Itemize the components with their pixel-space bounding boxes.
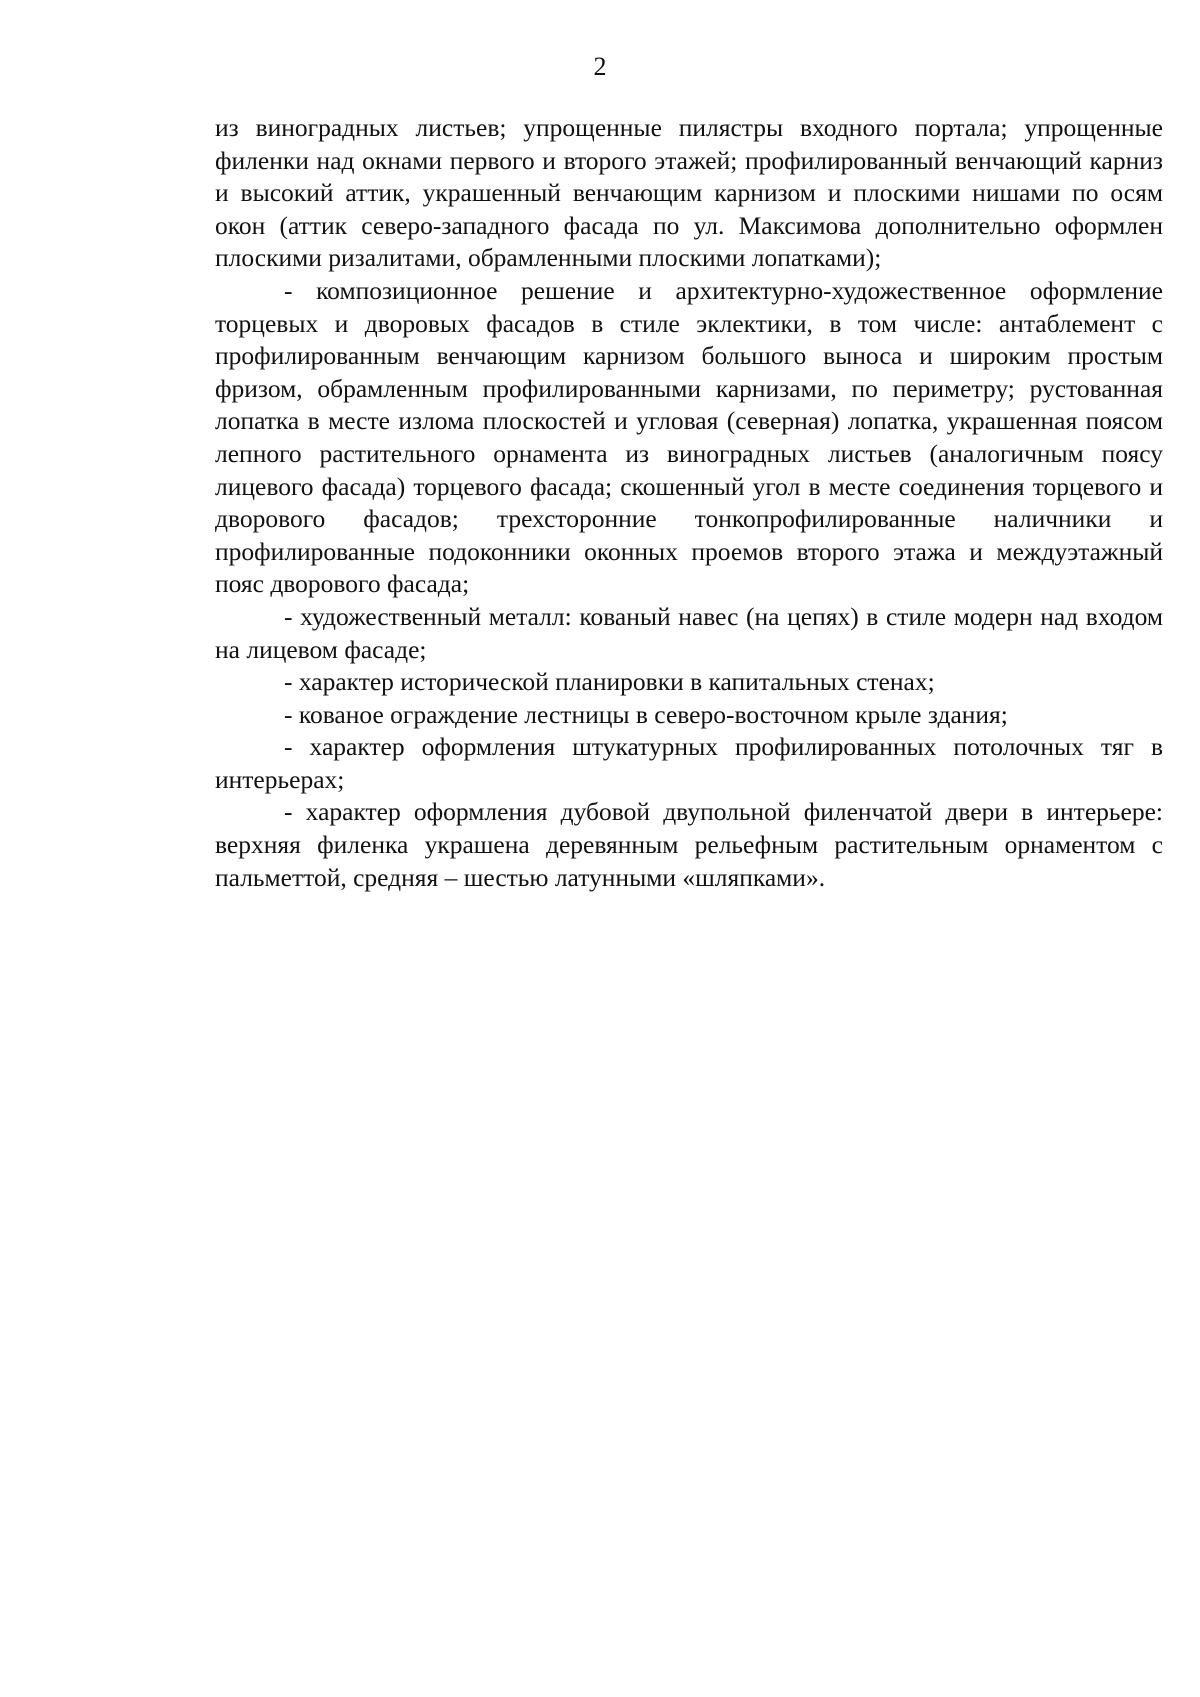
paragraph-historic-layout: - характер исторической планировки в капитальных стенах; (284, 667, 935, 697)
paragraph-continuation: из виноградных листьев; упрощенные пилястры входного портала; упрощенные филенки над окнами первого и второго этажей; профилированный венчающий карниз и высокий аттик, украшенный венчающим карнизом и плоскими нишами по осям окон (аттик северо-западного фасада по ул. Максимова дополнительно оформлен плоскими ризалитами, обрамленными плоскими лопатками); (215, 113, 1163, 273)
paragraph-staircase-railing: - кованое ограждение лестницы в северо-восточном крыле здания; (284, 699, 1008, 729)
page-number: 2 (593, 52, 607, 81)
paragraph-artistic-metal: - художественный металл: кованый навес (на цепях) в стиле модерн над входом на лицевом фасаде; (215, 601, 1163, 664)
paragraph-facades-eclectic: - композиционное решение и архитектурно-художественное оформление торцевых и дворовых фасадов в стиле эклектики, в том числе: антаблемент с профилированным венчающим карнизом большого выноса и широким простым фризом, обрамленным профилированными карнизами, по периметру; рустованная лопатка в месте излома плоскостей и угловая (северная) лопатка, украшенная поясом лепного растительного орнамента из виноградных листьев (аналогичным поясу лицевого фасада) торцевого фасада; скошенный угол в месте соединения торцевого и дворового фасадов; трехсторонние тонкопрофилированные наличники и профилированные подоконники оконных проемов второго этажа и междуэтажный пояс дворового фасада; (215, 275, 1163, 599)
paragraph-oak-door: - характер оформления дубовой двупольной филенчатой двери в интерьере: верхняя филенка украшена деревянным рельефным растительным орнаментом с пальметтой, средняя – шестью латунными «шляпками». (215, 797, 1163, 892)
document-body (215, 112, 1163, 894)
paragraph-ceiling-moldings: - характер оформления штукатурных профилированных потолочных тяг в интерьерах; (215, 732, 1163, 794)
